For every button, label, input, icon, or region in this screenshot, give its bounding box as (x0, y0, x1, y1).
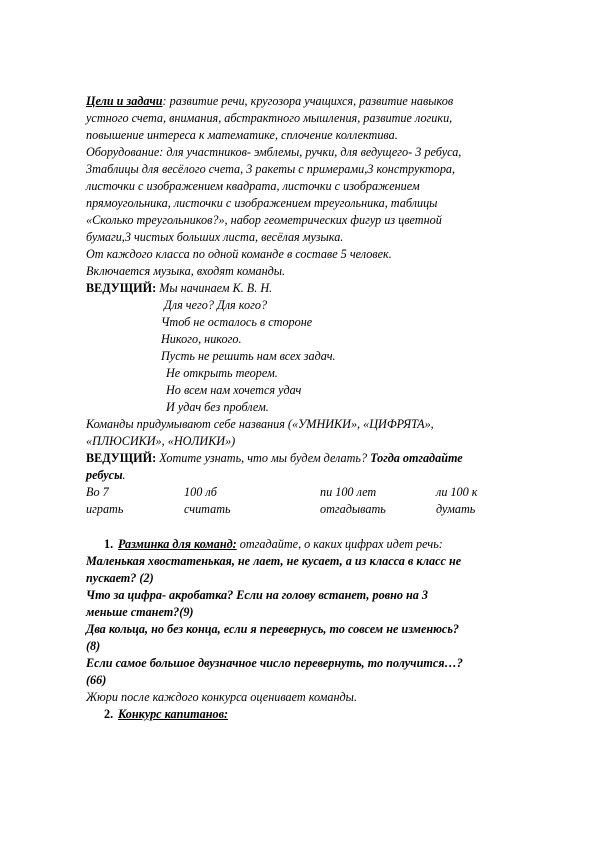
rebus-cell: 100 лб (184, 485, 217, 499)
jury-line: Жюри после каждого конкурса оценивает команды. (86, 690, 357, 704)
team-names-line-1: Команды придумывают себе названия («УМНИКИ», «ЦИФРЯТА», (86, 417, 434, 431)
rebus-word: ребусы (86, 468, 123, 482)
equipment-line: 3таблицы для весёлого счета, 3 ракеты с примерами,3 конструктора, (86, 162, 456, 176)
rebus-cell: ли 100 к (436, 485, 478, 499)
section-1-text: отгадайте, о каких цифрах идет речь: (236, 537, 443, 551)
music-line: Включается музыка, входят команды. (86, 264, 286, 278)
goals-label: Цели и задачи (86, 94, 163, 108)
equipment-line: листочки с изображением квадрата, листочки с изображением (86, 179, 420, 193)
host-line-3 (86, 467, 556, 484)
host-question: Хотите узнать, что мы будем делать? (156, 451, 368, 465)
equipment-line: «Сколько треугольников?», набор геометрических фигур из цветной (86, 213, 442, 227)
section-2-number: 2. (104, 707, 114, 721)
teams-line: От каждого класса по одной команде в составе 5 человек. (86, 247, 392, 261)
host-label: ВЕДУЩИЙ: (86, 281, 157, 295)
section-1-heading (86, 536, 556, 553)
team-names-line-2: «ПЛЮСИКИ», «НОЛИКИ») (86, 434, 236, 448)
section-2-heading (86, 706, 556, 723)
riddle-line: пускает? (2) (86, 571, 154, 585)
poem-line: Пусть не решить нам всех задач. (161, 349, 336, 363)
goals-line-2: устного счета, внимания, абстрактного мышления, развитие логики, (86, 111, 453, 125)
rebus-cell: пи 100 лет (320, 485, 377, 499)
goals-text: : развитие речи, кругозора учащихся, развитие навыков (162, 94, 454, 108)
rebus-answer: считать (184, 502, 231, 516)
riddle-line: (8) (86, 639, 101, 653)
document-page (86, 93, 556, 723)
poem-line: Для чего? Для кого? (164, 298, 268, 312)
host-text: Мы начинаем К. В. Н. (156, 281, 273, 295)
poem-line: Но всем нам хочется удач (166, 383, 302, 397)
rebus-row-2 (86, 501, 556, 518)
rebus-answer: отгадывать (320, 502, 386, 516)
host-bold-text: Тогда отгадайте (367, 451, 463, 465)
poem-line: Никого, никого. (161, 332, 242, 346)
riddle-line: (66) (86, 673, 107, 687)
poem-line: Чтоб не осталось в стороне (161, 315, 313, 329)
host-line-2 (86, 450, 556, 467)
equipment-line: бумаги,3 чистых больших листа, весёлая музыка. (86, 230, 344, 244)
goals-line-3: повышение интереса к математике, сплочение коллектива. (86, 128, 398, 142)
section-1-number: 1. (104, 537, 114, 551)
riddle-line: меньше станет?(9) (86, 605, 194, 619)
rebus-answer: играть (86, 502, 124, 516)
poem-line: И удач без проблем. (166, 400, 269, 414)
equipment-line: прямоугольника, листочки с изображением треугольника, таблицы (86, 196, 438, 210)
equipment-line: Оборудование: для участников- эмблемы, ручки, для ведущего- 3 ребуса, (86, 145, 462, 159)
rebus-answer: думать (436, 502, 476, 516)
section-1-title: Разминка для команд: (118, 537, 237, 551)
rebus-row-1 (86, 484, 556, 501)
riddle-line: Если самое большое двузначное число перевернуть, то получится…? (86, 656, 463, 670)
host-line-1 (86, 280, 556, 297)
riddle-line: Два кольца, но без конца, если я перевернусь, то совсем не изменюсь? (86, 622, 459, 636)
riddle-line: Что за цифра- акробатка? Если на голову встанет, ровно на 3 (86, 588, 429, 602)
riddle-line: Маленькая хвостатенькая, не лает, не кусает, а из класса в класс не (86, 554, 462, 568)
host-label-2: ВЕДУЩИЙ: (86, 451, 157, 465)
poem-line: Не открыть теорем. (166, 366, 278, 380)
spacer (86, 518, 556, 536)
goals-line-1 (86, 93, 556, 110)
rebus-cell: Во 7 (86, 485, 109, 499)
section-2-title: Конкурс капитанов: (118, 707, 229, 721)
rebus-dot: . (122, 468, 126, 482)
